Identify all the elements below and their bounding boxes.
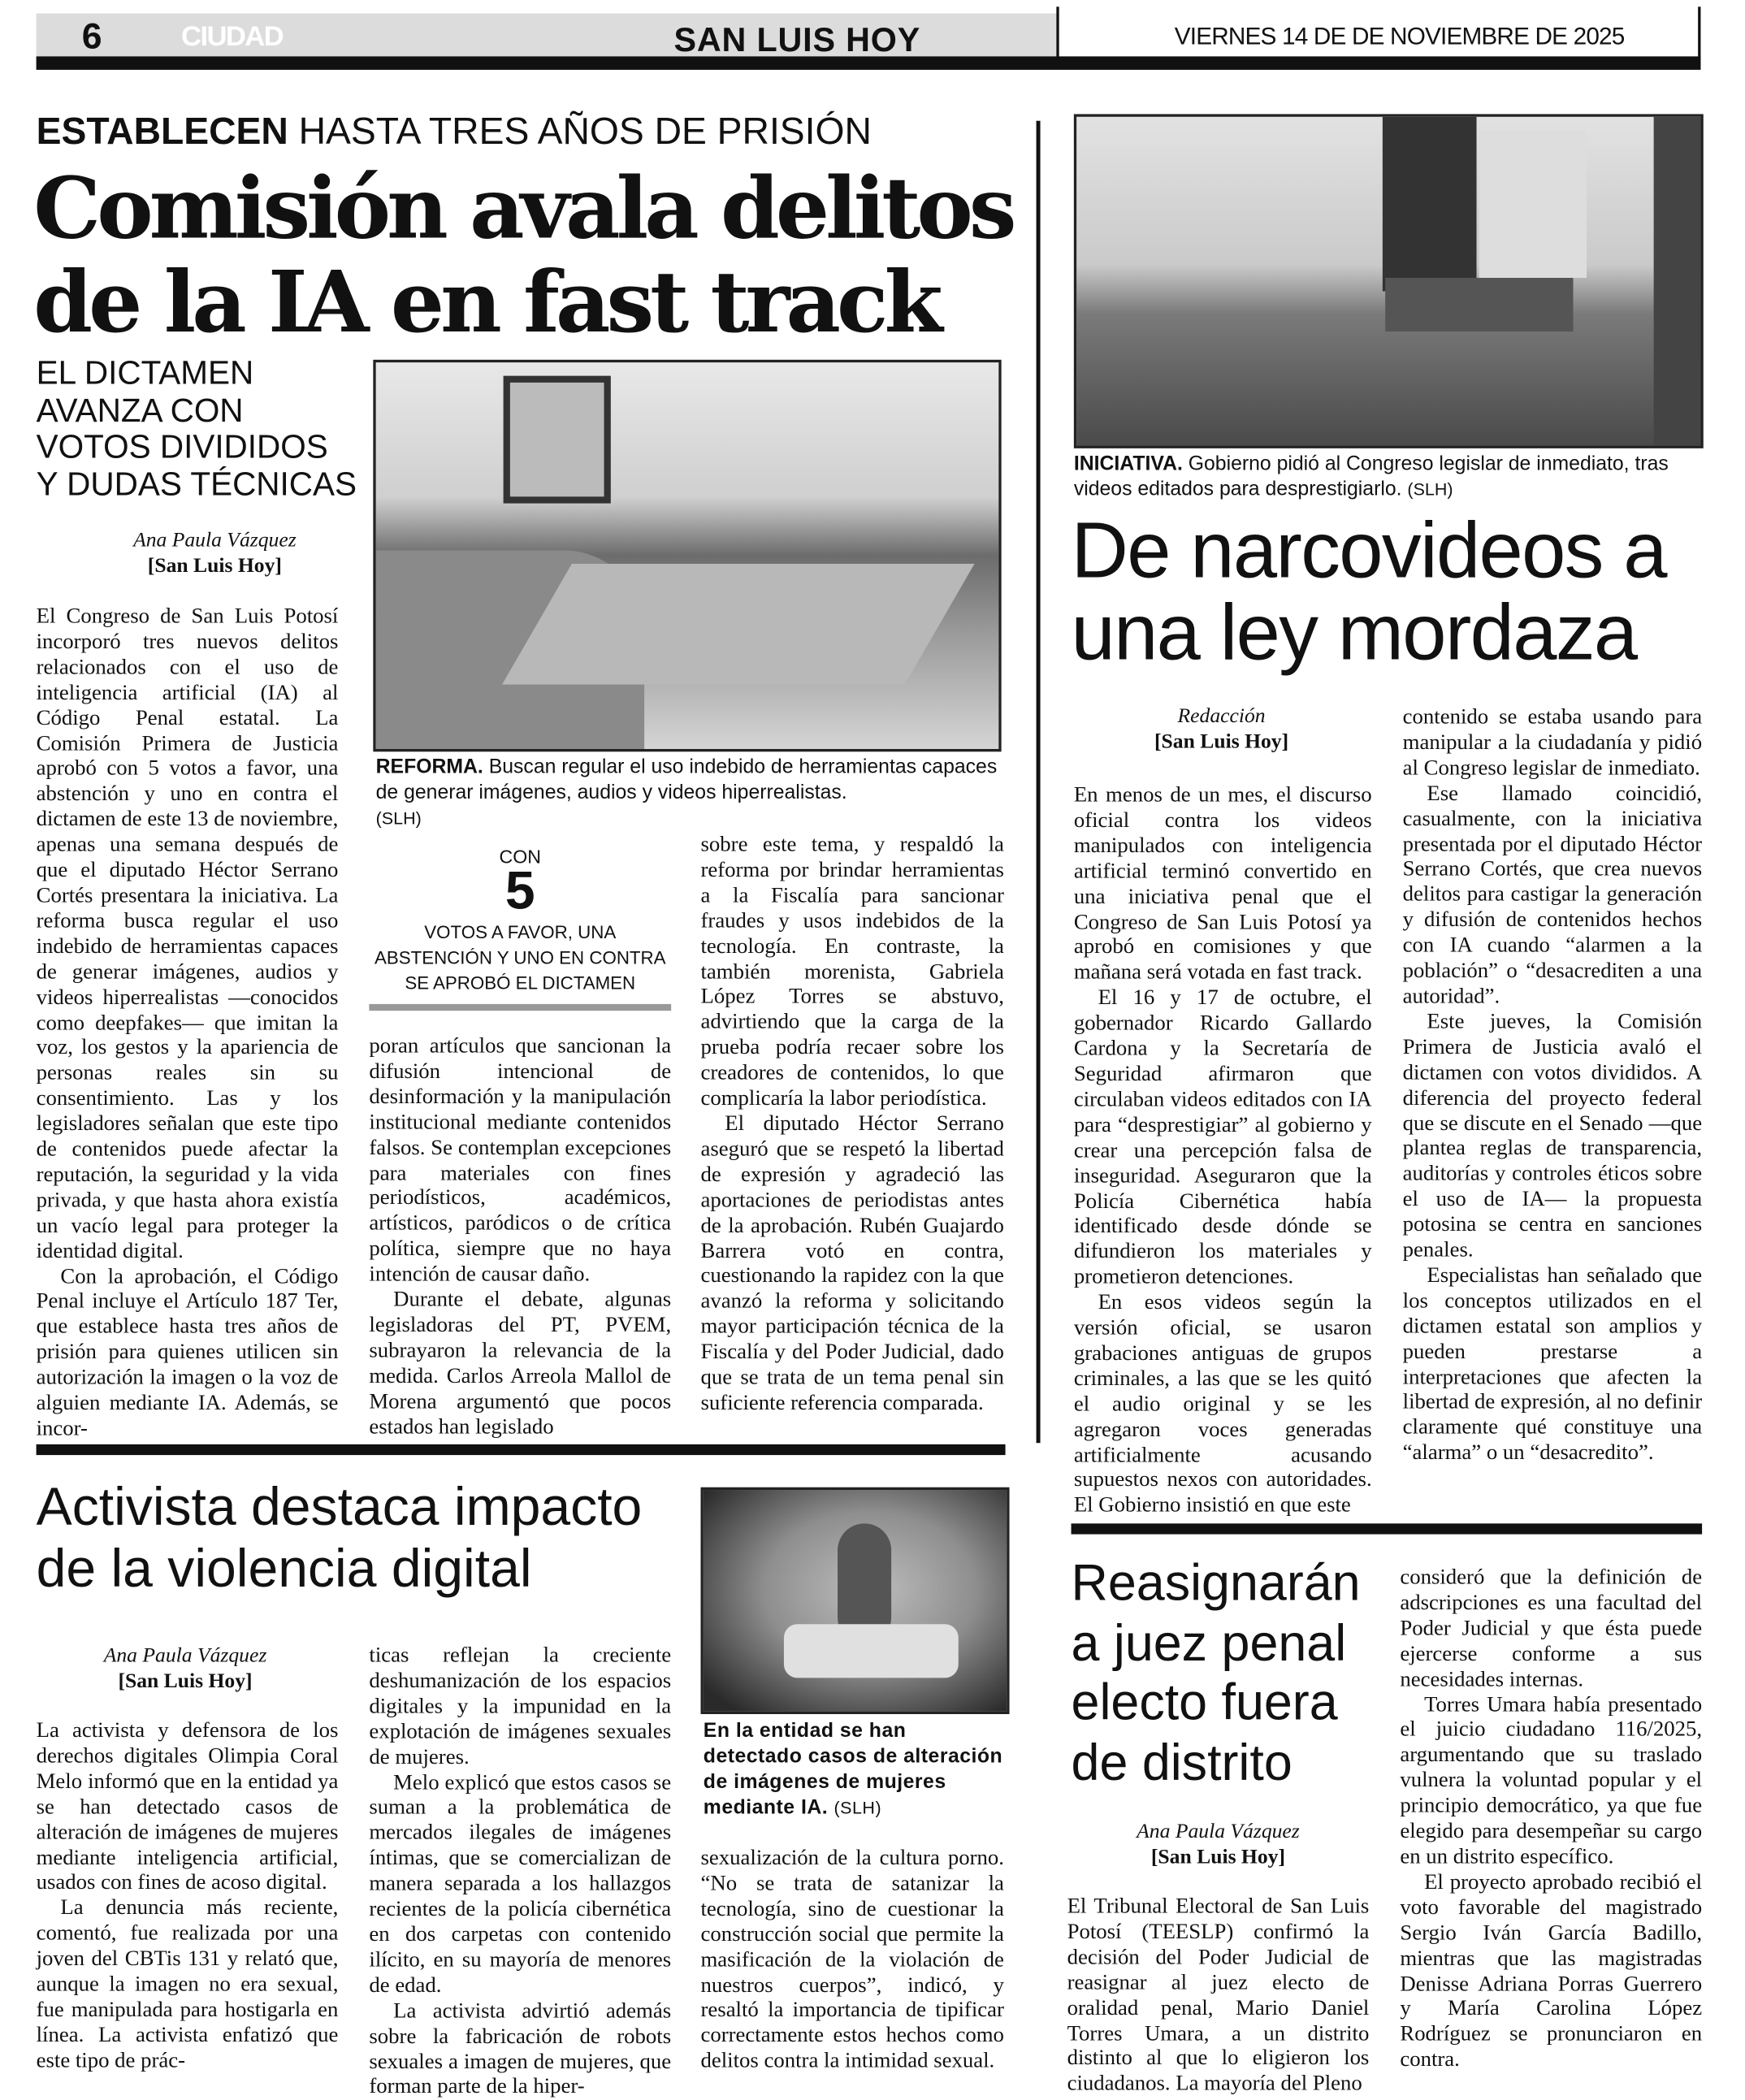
lead-kicker (37, 110, 872, 153)
paragraph: Torres Umara había presentado el juicio ciudadano 116/2025, argumentando que su traslado vulnera la voluntad popular y el principio democrático, ya que fue elegido para desempeñar su cargo en un distrito específico. (1400, 1691, 1703, 1868)
paragraph: El 16 y 17 de octubre, el gobernador Ricardo Gallardo Cardona y la Secretaría de Seguridad afirmaron que circulaban videos editados con IA para “desprestigiar” al gobierno y crear una percepción falsa de inseguridad. Aseguraron que la Policía Cibernética había identificado desde dónde se difundieron los materiales y prometieron detenciones. (1073, 985, 1372, 1289)
paragraph: La activista advirtió además sobre la fabricación de robots sexuales a imagen de mujeres, que forman parte de la hiper- (369, 1998, 672, 2099)
narco-column-1 (1074, 782, 1372, 1518)
caption-lead: INICIATIVA. (1073, 452, 1183, 475)
author: Ana Paula Vázquez (103, 1644, 267, 1668)
caption-lead: REFORMA. (375, 756, 483, 779)
column-divider (1037, 121, 1041, 1444)
paragraph: El proyecto aprobado recibió el voto favorable del magistrado Sergio Iván García Badillo, mientras que las magistradas Denisse Adriana Porras Guerrero y María Carolina López Rodríguez se pronunciaron en contra. (1400, 1869, 1703, 2072)
headline-line: electo fuera (1071, 1675, 1338, 1732)
outlet: [San Luis Hoy] (1150, 1845, 1285, 1869)
narco-byline (1074, 704, 1370, 755)
paragraph: Especialistas han señalado que los conceptos utilizados en el dictamen estatal son amplios y pueden prestarse a interpretaciones que afecten la libertad de expresión, al no definir claramente qué constituye una “alarma” o un “desacredito”. (1402, 1262, 1703, 1466)
outlet: [San Luis Hoy] (118, 1669, 253, 1693)
activista-byline (37, 1643, 333, 1694)
paragraph: El diputado Héctor Serrano aseguró que se respetó la libertad de expresión y agradeció las aportaciones de periodistas antes de la aprobación. Rubén Guajardo Barrera votó en contra, cuestionando la rapidez con la que avanzó la reforma y solicitando mayor participación técnica de la Fiscalía y del Poder Judicial, dado que se trata de un tema penal sin suficiente referencia comparada. (700, 1111, 1004, 1415)
paragraph: Melo explicó que estos casos se suman a la problemática de mercados ilegales de imágenes íntimas, que se comercializan de manera separada a los hallazgos recientes de la policía cibernética en dos carpetas con contenido ilícito, en su mayoría de menores de edad. (369, 1769, 672, 1998)
lead-column-2 (369, 1033, 671, 1440)
paragraph: Durante el debate, algunas legisladoras del PT, PVEM, subrayaron la relevancia de la medida. Carlos Arreola Mallol de Morena argumentó que pocos estados han legislado (369, 1287, 672, 1439)
paragraph: consideró que la definición de adscripciones es una facultad del Poder Judicial y que ésta puede ejercerse conforme a sus necesidades internas. (1400, 1565, 1703, 1691)
issue-date: VIERNES 14 DE DE NOVIEMBRE DE 2025 (1174, 23, 1625, 50)
paragraph: ticas reflejan la creciente deshumanización de los espacios digitales y la impunidad en la explotación de imágenes sexuales de mujeres. (369, 1643, 672, 1769)
subhead-line: Y DUDAS TÉCNICAS (36, 466, 357, 503)
outlet: [San Luis Hoy] (147, 554, 282, 578)
lead-column-3 (701, 832, 1004, 1415)
caption-text: En la entidad se han detectado casos de alteración de imágenes de mujeres mediante IA. (703, 1719, 1003, 1819)
headline-line: Comisión avala delitos (33, 158, 1013, 258)
page-header (37, 14, 1701, 70)
pull-top: CON (499, 845, 541, 868)
caption-credit: (SLH) (834, 1797, 882, 1818)
narco-column-2 (1403, 704, 1702, 1466)
paragraph: sobre este tema, y respaldó la reforma por brindar herramientas a la Fiscalía para sancionar fraudes y usos indebidos de la tecnología. En contraste, la también morenista, Gabriela López Torres se abstuvo, advirtiendo que la carga de la prueba podría recaer sobre los creadores de contenidos, lo que complicaría la labor periodística. (700, 832, 1004, 1111)
headline-line: Activista destaca impacto (36, 1478, 643, 1537)
lead-subhead (37, 356, 357, 504)
subhead-line: AVANZA CON (36, 392, 244, 429)
page-number: 6 (81, 15, 102, 57)
paragraph: contenido se estaba usando para manipular a la ciudadanía y pidió al Congreso legislar de inmediato. (1402, 704, 1703, 780)
kicker-bold: ESTABLECEN (36, 110, 288, 152)
activista-headline (37, 1477, 643, 1600)
headline-line: una ley mordaza (1071, 587, 1637, 677)
headline-line: De narcovideos a (1071, 505, 1666, 595)
paragraph: sexualización de la cultura porno. “No se trata de satanizar la tecnología, sino de cuestionar la construcción social que permite la masificación de la violación de nuestros cuerpos”, indicó, y resaltó la importancia de tipificar correctamente estos hechos como delitos contra la intimidad sexual. (700, 1845, 1004, 2073)
headline-line: de la violencia digital (36, 1539, 532, 1599)
paragraph: El Congreso de San Luis Potosí incorporó tres nuevos delitos relacionados con el uso de inteligencia artificial (IA) al Código Penal estatal. La Comisión Primera de Justicia aprobó con 5 votos a favor, una abstención y uno en contra el dictamen de este 13 de noviembre, apenas una semana después de que el diputado Héctor Serrano Cortés presentara la iniciativa. La reforma busca regular el uso indebido de herramientas capaces de generar imágenes, audios y videos hiperrealistas —conocidos como deepfakes— que imitan la voz, los gestos y la apariencia de personas reales sin su consentimiento. Las y los legisladores señalan que este tipo de contenidos puede afectar la reputación, la seguridad y la vida privada, y que hasta ahora existía un vacío legal para proteger la identidad digital. (36, 604, 339, 1263)
author: Ana Paula Vázquez (1137, 1820, 1300, 1843)
subhead-line: EL DICTAMEN (36, 355, 254, 392)
congress-session-photo (1074, 114, 1704, 448)
lead-photo-caption (376, 755, 1007, 831)
narco-photo-caption (1074, 451, 1705, 502)
paragraph: En esos videos según la versión oficial, se usaron grabaciones antiguas de grupos criminales, a las que se les quitó el audio original y se les agregaron voces generadas artificialmente acusando supuestos nexos con autoridades. El Gobierno insistió en que este (1073, 1290, 1372, 1518)
paragraph: Con la aprobación, el Código Penal incluye el Artículo 187 Ter, que establece hasta tres años de prisión para quienes utilicen sin autorización la imagen o la voz de alguien mediante IA. Además, se incor- (36, 1263, 339, 1440)
pull-number: 5 (504, 861, 535, 921)
juez-column-1 (1067, 1894, 1370, 2097)
juez-column-2 (1400, 1565, 1702, 2073)
lead-column-1 (37, 604, 339, 1442)
section-name: CIUDAD (181, 21, 284, 53)
caption-credit: (SLH) (375, 808, 422, 829)
activista-photo-caption (704, 1718, 1004, 1821)
headline-line: de distrito (1071, 1734, 1293, 1791)
narco-headline (1071, 505, 1666, 677)
headline-line: de la IA en fast track (33, 252, 939, 352)
lead-byline (67, 527, 363, 578)
juez-headline (1072, 1554, 1361, 1793)
paragraph: En menos de un mes, el discurso oficial contra los videos manipulados con inteligencia artificial terminó convertido en una iniciativa penal que el Congreso de San Luis Potosí ya aprobó en comisiones y que mañana será votada en fast track. (1073, 782, 1372, 985)
paragraph: La activista y defensora de los derechos digitales Olimpia Coral Melo informó que en la entidad ya se han detectado casos de alteración de imágenes de mujeres mediante inteligencia artificial, usados con fines de acoso digital. (36, 1717, 339, 1895)
section-divider (1072, 1523, 1703, 1534)
paragraph: El Tribunal Electoral de San Luis Potosí (TEESLP) confirmó la decisión del Poder Judicial de reasignar al juez electo de oralidad penal, Mario Daniel Torres Umara, a un distrito distinto al que lo eligieron los ciudadanos. La mayoría del Pleno (1067, 1894, 1370, 2096)
caption-text: Buscan regular el uso indebido de herramientas capaces de generar imágenes, audios y videos hiperrealistas. (375, 756, 998, 804)
outlet: [San Luis Hoy] (1154, 730, 1289, 753)
kicker-text: HASTA TRES AÑOS DE PRISIÓN (288, 110, 872, 152)
subhead-line: VOTOS DIVIDIDOS (36, 429, 328, 466)
caption-text: Gobierno pidió al Congreso legislar de inmediato, tras videos editados para desprestigiarlo. (1073, 452, 1669, 501)
paragraph: La denuncia más reciente, comentó, fue realizada por una joven del CBTis 131 y relató que, aunque la imagen no era sexual, fue manipulada para hostigarla en línea. La activista enfatizó que este tipo de prác- (36, 1895, 339, 2072)
section-divider (37, 1444, 1006, 1455)
pull-bottom: VOTOS A FAVOR, UNA ABSTENCIÓN Y UNO EN CONTRA SE APROBÓ EL DICTAMEN (374, 922, 666, 994)
caption-credit: (SLH) (1407, 478, 1453, 500)
paragraph: Este jueves, la Comisión Primera de Justicia avaló el dictamen con votos divididos. A diferencia del proyecto federal que se discute en el Senado —que plantea reglas de transparencia, auditorías y controles éticos sobre el uso de IA— la propuesta potosina se centra en sanciones penales. (1402, 1009, 1703, 1262)
author: Ana Paula Vázquez (133, 529, 297, 552)
committee-meeting-photo (373, 360, 1001, 751)
headline-line: Reasignarán (1071, 1556, 1361, 1613)
activista-column-2 (369, 1643, 671, 2099)
paragraph: Ese llamado coincidió, casualmente, con la iniciativa presentada por el diputado Héctor Serrano Cortés, que crea nuevos delitos para castigar la generación y difusión de contenidos hechos con IA cuando “alarmen a la población” o “desacrediten a una autoridad”. (1402, 781, 1703, 1008)
pull-quote (369, 846, 671, 1011)
juez-byline (1067, 1819, 1370, 1870)
paper-name: SAN LUIS HOY (673, 21, 921, 59)
lead-headline (33, 158, 1013, 352)
headline-line: a juez penal (1071, 1615, 1347, 1672)
activista-column-1 (37, 1718, 339, 2073)
author: Redacción (1177, 704, 1266, 728)
paragraph: poran artículos que sancionan la difusión intencional de desinformación y la manipulación institucional mediante contenidos falsos. Se contemplan excepciones para materiales con fines periodísticos, académicos, artísticos, paródicos o de crítica política, siempre que no haya intención de causar daño. (369, 1033, 672, 1287)
activista-column-3 (701, 1846, 1004, 2074)
altered-image-photo (701, 1487, 1010, 1714)
